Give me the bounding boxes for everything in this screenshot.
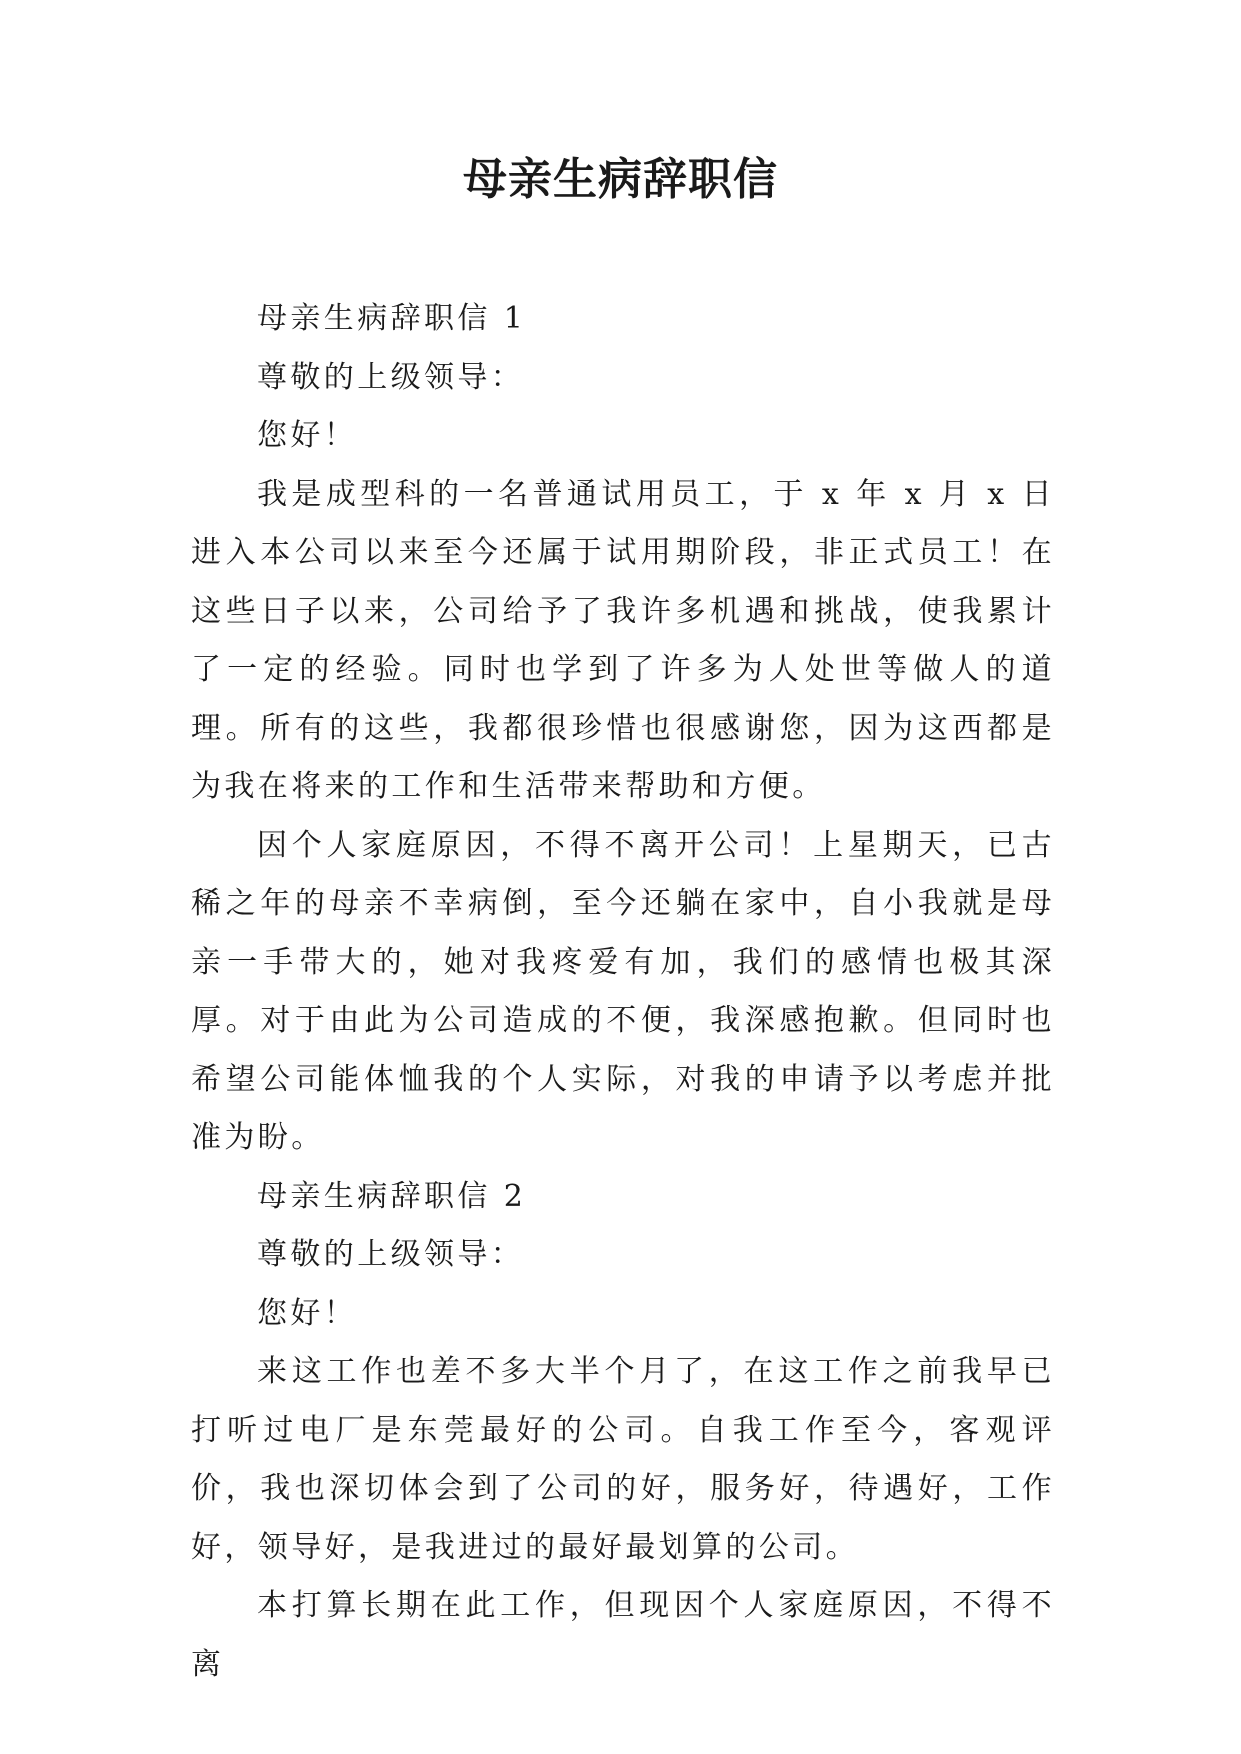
paragraph-body-1b: 因个人家庭原因，不得不离开公司！上星期天，已古稀之年的母亲不幸病倒，至今还躺在家中，自小我就是母亲一手带大的，她对我疼爱有加，我们的感情也极其深厚。对于由此为公司造成的不便，我深感抱歉。但同时也希望公司能体恤我的个人实际，对我的申请予以考虑并批准为盼。 — [191, 827, 1055, 1155]
paragraph-greeting-2: 您好！ — [257, 1295, 358, 1331]
document-title: 母亲生病辞职信 — [463, 154, 778, 205]
paragraph-heading-1: 母亲生病辞职信 1 — [257, 301, 527, 336]
paragraph-heading-2: 母亲生病辞职信 2 — [257, 1178, 527, 1214]
document-body — [191, 290, 1055, 1694]
paragraph-body-1a: 我是成型科的一名普通试用员工，于 x 年 x 月 x 日进入本公司以来至今还属于试用期阶段，非正式员工！在这些日子以来，公司给予了我许多机遇和挑战，使我累计了一定的经验。同时也学到了许多为人处世等做人的道理。所有的这些，我都很珍惜也很感谢您，因为这西都是为我在将来的工作和生活带来帮助和方便。 — [191, 476, 1055, 804]
paragraph-salutation-2: 尊敬的上级领导： — [257, 1237, 525, 1272]
paragraph-greeting-1: 您好！ — [257, 418, 358, 453]
paragraph-salutation-1: 尊敬的上级领导： — [257, 359, 525, 395]
paragraph-body-2b: 本打算长期在此工作，但现因个人家庭原因，不得不离 — [191, 1588, 1055, 1682]
paragraph-body-2a: 来这工作也差不多大半个月了，在这工作之前我早已打听过电厂是东莞最好的公司。自我工作至今，客观评价，我也深切体会到了公司的好，服务好，待遇好，工作好，领导好，是我进过的最好最划算的公司。 — [191, 1354, 1055, 1565]
